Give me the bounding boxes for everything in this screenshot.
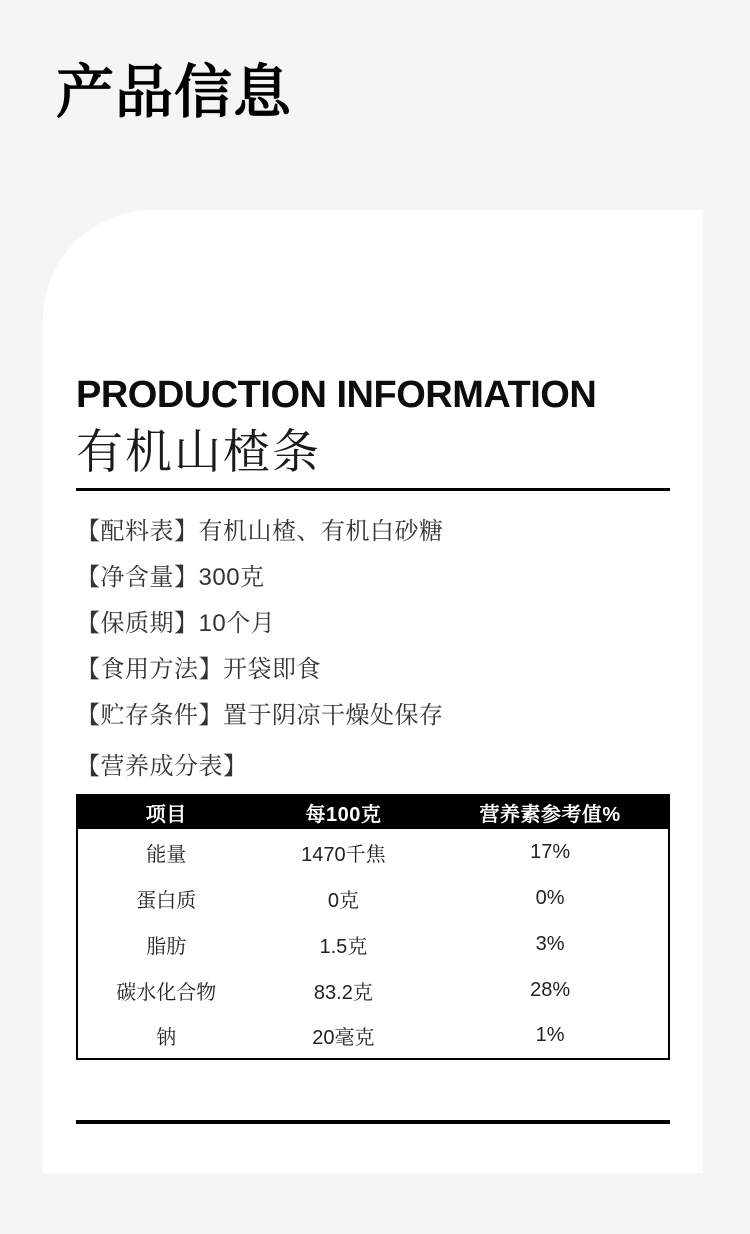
detail-line-nutrition-label: 【营养成分表】 <box>76 753 248 780</box>
table-cell: 钠 <box>156 1027 177 1049</box>
heading-divider <box>76 488 670 491</box>
table-cell: 能量 <box>146 843 187 866</box>
table-cell: 0% <box>535 886 565 909</box>
detail-line-usage: 【食用方法】开袋即食 <box>76 656 321 683</box>
heading-chinese-product-name: 有机山楂条 <box>76 425 321 478</box>
nutrition-table <box>76 794 670 1060</box>
table-header-nrv: 营养素参考值% <box>432 795 669 829</box>
table-cell: 1470千焦 <box>301 843 386 866</box>
nutrition-table-body <box>77 829 669 1059</box>
table-cell: 1% <box>535 1024 565 1046</box>
product-details-list <box>76 509 670 790</box>
table-cell: 28% <box>530 978 571 1001</box>
heading-english: PRODUCTION INFORMATION <box>76 374 597 416</box>
table-cell: 3% <box>535 932 565 955</box>
table-cell: 1.5克 <box>319 935 368 958</box>
detail-line-net-weight: 【净含量】300克 <box>76 564 265 591</box>
detail-line-storage: 【贮存条件】置于阴凉干燥处保存 <box>76 702 444 729</box>
table-cell: 脂肪 <box>146 935 187 958</box>
table-row <box>77 921 669 967</box>
table-header-per-100g: 每100克 <box>255 795 433 829</box>
table-header-item: 项目 <box>77 795 255 829</box>
table-row <box>77 967 669 1013</box>
product-info-card <box>43 210 703 1173</box>
table-header-row <box>77 795 669 829</box>
table-cell: 碳水化合物 <box>116 981 217 1004</box>
table-cell: 83.2克 <box>313 981 373 1004</box>
table-row <box>77 875 669 921</box>
table-cell: 17% <box>530 840 571 863</box>
page-title: 产品信息 <box>56 60 293 125</box>
table-cell: 0克 <box>327 889 359 912</box>
table-cell: 蛋白质 <box>136 889 197 912</box>
table-cell: 20毫克 <box>312 1027 375 1049</box>
detail-line-shelf-life: 【保质期】10个月 <box>76 610 276 637</box>
bottom-divider <box>76 1120 670 1124</box>
detail-line-ingredients: 【配料表】有机山楂、有机白砂糖 <box>76 518 444 545</box>
nutrition-table-header <box>77 795 669 829</box>
table-row <box>77 1013 669 1059</box>
table-row <box>77 829 669 875</box>
